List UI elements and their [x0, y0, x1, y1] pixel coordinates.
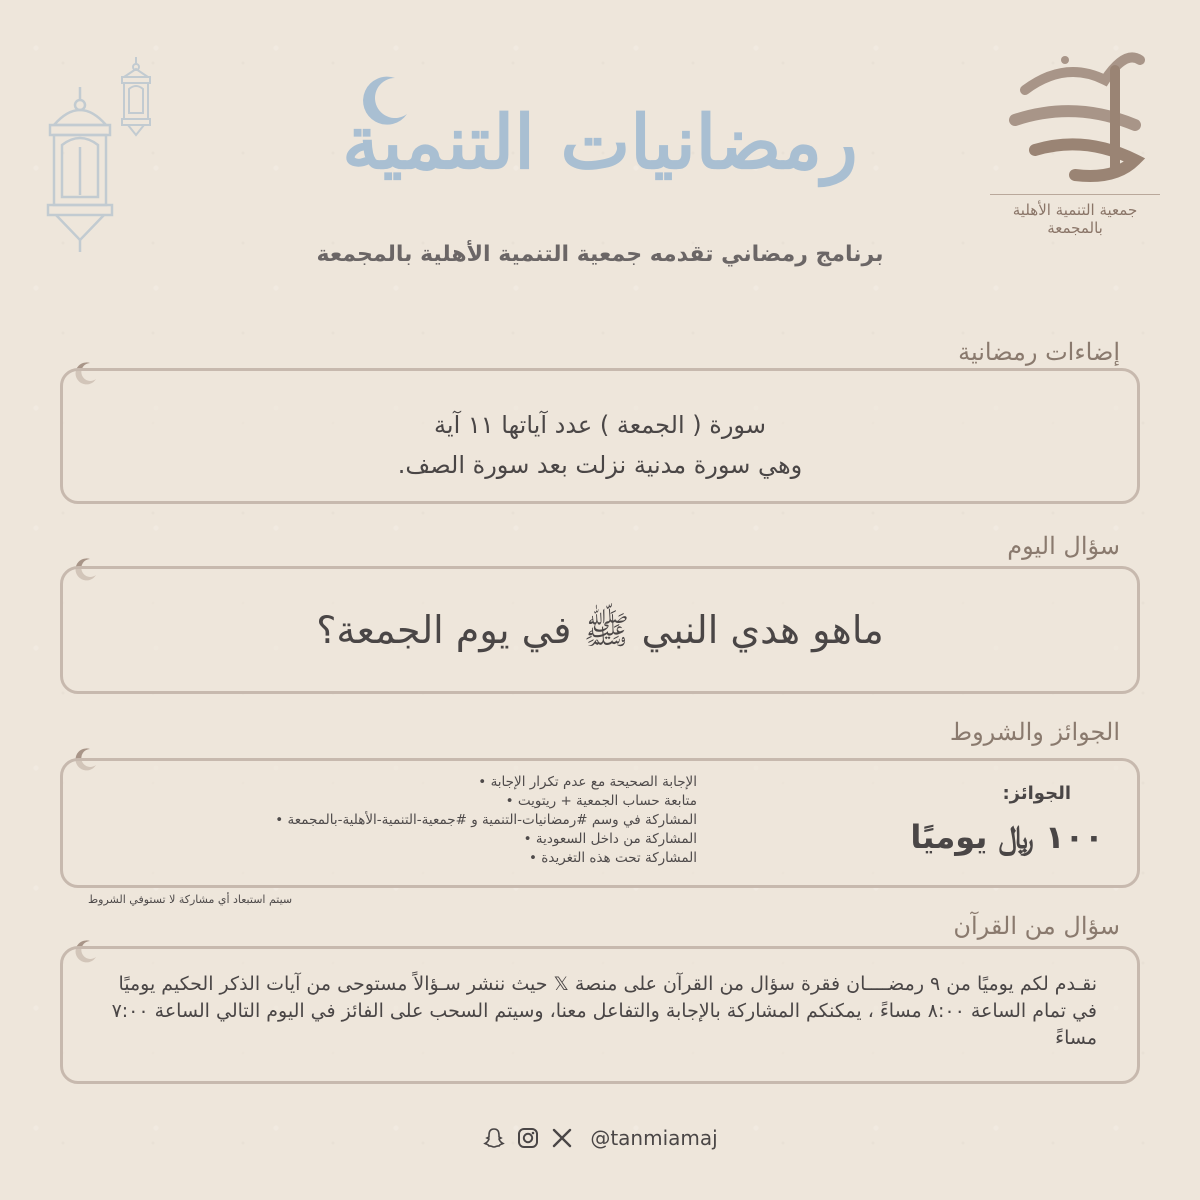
conditions-note: سيتم استبعاد أي مشاركة لا تستوفي الشروط: [88, 893, 293, 906]
prizes-panel: [907, 783, 1107, 857]
social-handle[interactable]: @tanmiamaj: [590, 1126, 718, 1150]
page-title: رمضانيات التنمية: [342, 100, 858, 186]
lights-line-1: سورة ( الجمعة ) عدد آياتها ١١ آية: [434, 411, 766, 439]
quran-text: نقـدم لكم يوميًا من ٩ رمضــــان فقرة سؤال من القرآن على منصة 𝕏 حيث ننشر سـؤالاً مستوحى من آيات الذكر الحكيم يوميًا في تمام الساعة ٨:٠٠ مساءً ، يمكنكم المشاركة بالإجابة والتفاعل معنا، وسيتم السحب على الفائز في اليوم التالي الساعة ٧:٠٠ مساءً: [111, 973, 1097, 1049]
calligraphy-logo-icon: [995, 40, 1155, 190]
logo-caption: جمعية التنمية الأهلية بالمجمعة: [990, 194, 1160, 237]
question-text: ماهو هدي النبي ﷺ في يوم الجمعة؟: [316, 608, 884, 652]
condition-item: المشاركة من داخل السعودية •: [97, 830, 697, 849]
prize-value: ١٠٠ ﷼ يوميًا: [910, 818, 1104, 856]
condition-item: المشاركة في وسم #رمضانيات-التنمية و #جمعية-التنمية-الأهلية-بالمجمعة •: [97, 811, 697, 830]
social-footer: [0, 1126, 1200, 1150]
organization-logo: [990, 40, 1160, 237]
condition-item: متابعة حساب الجمعية + ريتويت •: [97, 792, 697, 811]
section-label-quran: سؤال من القرآن: [953, 912, 1120, 940]
snapchat-icon[interactable]: [482, 1126, 506, 1150]
lights-line-2: وهي سورة مدنية نزلت بعد سورة الصف.: [397, 451, 803, 479]
prizes-box: [60, 758, 1140, 888]
instagram-icon[interactable]: [516, 1126, 540, 1150]
condition-item: المشاركة تحت هذه التغريدة •: [97, 849, 697, 868]
quran-box: [60, 946, 1140, 1084]
prizes-label: الجوائز:: [1002, 783, 1071, 804]
question-box: [60, 566, 1140, 694]
x-icon[interactable]: [550, 1126, 574, 1150]
section-label-question: سؤال اليوم: [1007, 532, 1120, 560]
page-subtitle: برنامج رمضاني تقدمه جمعية التنمية الأهلية بالمجمعة: [316, 242, 884, 267]
large-lantern-icon: [40, 85, 120, 260]
condition-item: الإجابة الصحيحة مع عدم تكرار الإجابة •: [97, 773, 697, 792]
section-label-lights: إضاءات رمضانية: [958, 338, 1120, 366]
conditions-list: [97, 773, 697, 868]
lights-box: [60, 368, 1140, 504]
section-label-prizes: الجوائز والشروط: [949, 718, 1120, 746]
